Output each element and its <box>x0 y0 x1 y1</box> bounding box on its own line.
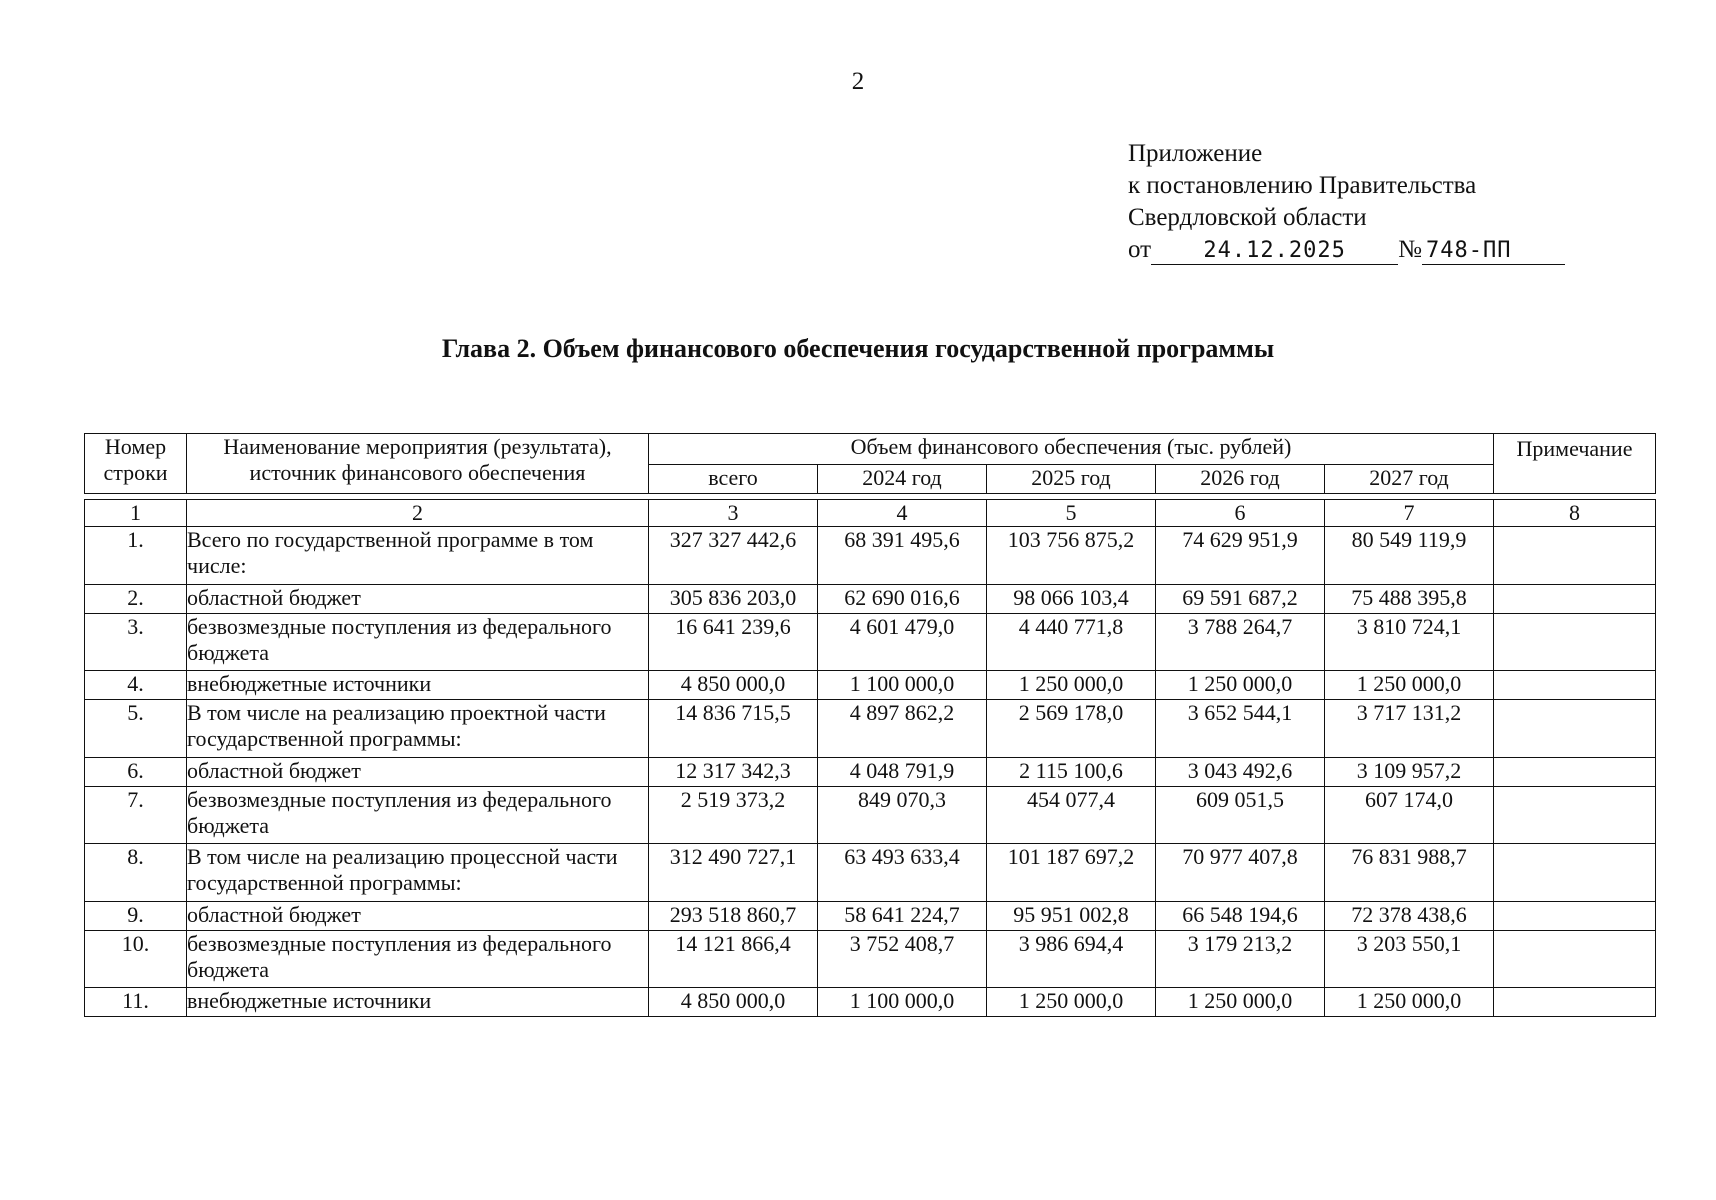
value-2026: 1 250 000,0 <box>1156 671 1325 700</box>
decree-date: 24.12.2025 <box>1151 238 1398 265</box>
value-2026: 3 043 492,6 <box>1156 758 1325 787</box>
table-row <box>85 758 1656 787</box>
value-2024: 58 641 224,7 <box>818 902 987 931</box>
row-number: 9. <box>85 902 187 931</box>
row-name: В том числе на реализацию процессной части государственной программы: <box>187 844 649 902</box>
header-note: Примечание <box>1494 434 1656 494</box>
column-number: 2 <box>187 500 649 527</box>
row-number: 11. <box>85 988 187 1017</box>
value-2024: 4 897 862,2 <box>818 700 987 758</box>
table-row <box>85 614 1656 671</box>
value-2024: 68 391 495,6 <box>818 527 987 585</box>
value-2027: 75 488 395,8 <box>1325 585 1494 614</box>
column-number: 3 <box>649 500 818 527</box>
row-name: областной бюджет <box>187 758 649 787</box>
row-number: 2. <box>85 585 187 614</box>
header-volume: Объем финансового обеспечения (тыс. рублей) <box>649 434 1494 465</box>
row-note <box>1494 931 1656 988</box>
value-total: 293 518 860,7 <box>649 902 818 931</box>
value-total: 305 836 203,0 <box>649 585 818 614</box>
row-name: безвозмездные поступления из федерального бюджета <box>187 614 649 671</box>
value-2027: 3 109 957,2 <box>1325 758 1494 787</box>
row-note <box>1494 671 1656 700</box>
row-number: 1. <box>85 527 187 585</box>
column-number-row <box>85 500 1656 527</box>
value-2025: 101 187 697,2 <box>987 844 1156 902</box>
appendix-block <box>1128 138 1565 266</box>
value-2025: 98 066 103,4 <box>987 585 1156 614</box>
row-number: 8. <box>85 844 187 902</box>
value-2025: 3 986 694,4 <box>987 931 1156 988</box>
value-total: 4 850 000,0 <box>649 671 818 700</box>
table-row <box>85 844 1656 902</box>
column-number: 4 <box>818 500 987 527</box>
value-2024: 3 752 408,7 <box>818 931 987 988</box>
table-row <box>85 700 1656 758</box>
value-2025: 454 077,4 <box>987 787 1156 844</box>
row-number: 6. <box>85 758 187 787</box>
value-2024: 4 601 479,0 <box>818 614 987 671</box>
row-note <box>1494 614 1656 671</box>
header-2024: 2024 год <box>818 465 987 494</box>
value-2027: 72 378 438,6 <box>1325 902 1494 931</box>
header-row-top <box>85 434 1656 465</box>
value-2026: 70 977 407,8 <box>1156 844 1325 902</box>
value-2027: 1 250 000,0 <box>1325 671 1494 700</box>
table-row <box>85 585 1656 614</box>
value-2027: 3 810 724,1 <box>1325 614 1494 671</box>
row-number: 7. <box>85 787 187 844</box>
value-2025: 2 115 100,6 <box>987 758 1156 787</box>
value-2025: 1 250 000,0 <box>987 988 1156 1017</box>
row-number: 5. <box>85 700 187 758</box>
value-total: 4 850 000,0 <box>649 988 818 1017</box>
value-2025: 103 756 875,2 <box>987 527 1156 585</box>
value-2025: 1 250 000,0 <box>987 671 1156 700</box>
row-note <box>1494 527 1656 585</box>
value-2026: 3 652 544,1 <box>1156 700 1325 758</box>
row-name: областной бюджет <box>187 902 649 931</box>
row-note <box>1494 585 1656 614</box>
financing-table <box>84 433 1656 1017</box>
page-number: 2 <box>851 68 865 95</box>
value-2026: 74 629 951,9 <box>1156 527 1325 585</box>
value-2024: 849 070,3 <box>818 787 987 844</box>
appendix-date-line <box>1128 234 1565 266</box>
value-2024: 4 048 791,9 <box>818 758 987 787</box>
row-name: безвозмездные поступления из федерального бюджета <box>187 931 649 988</box>
row-name: Всего по государственной программе в том числе: <box>187 527 649 585</box>
header-2027: 2027 год <box>1325 465 1494 494</box>
table-row <box>85 671 1656 700</box>
row-name: областной бюджет <box>187 585 649 614</box>
value-2025: 4 440 771,8 <box>987 614 1156 671</box>
header-total: всего <box>649 465 818 494</box>
row-name: В том числе на реализацию проектной части государственной программы: <box>187 700 649 758</box>
value-2025: 95 951 002,8 <box>987 902 1156 931</box>
row-name: внебюджетные источники <box>187 671 649 700</box>
value-2024: 62 690 016,6 <box>818 585 987 614</box>
value-2027: 1 250 000,0 <box>1325 988 1494 1017</box>
header-name: Наименование мероприятия (результата), источник финансового обеспечения <box>187 434 649 494</box>
value-2024: 63 493 633,4 <box>818 844 987 902</box>
appendix-title: Приложение <box>1128 140 1263 167</box>
header-2026: 2026 год <box>1156 465 1325 494</box>
column-number: 1 <box>85 500 187 527</box>
value-2024: 1 100 000,0 <box>818 671 987 700</box>
table-row <box>85 787 1656 844</box>
value-2027: 607 174,0 <box>1325 787 1494 844</box>
row-note <box>1494 787 1656 844</box>
value-total: 327 327 442,6 <box>649 527 818 585</box>
row-note <box>1494 988 1656 1017</box>
value-2026: 69 591 687,2 <box>1156 585 1325 614</box>
value-2026: 3 179 213,2 <box>1156 931 1325 988</box>
column-number: 8 <box>1494 500 1656 527</box>
value-2026: 66 548 194,6 <box>1156 902 1325 931</box>
number-label: № <box>1398 236 1422 263</box>
decree-number: 748-ПП <box>1422 238 1565 265</box>
value-total: 16 641 239,6 <box>649 614 818 671</box>
value-2026: 609 051,5 <box>1156 787 1325 844</box>
value-total: 14 836 715,5 <box>649 700 818 758</box>
table-row <box>85 931 1656 988</box>
value-2027: 3 717 131,2 <box>1325 700 1494 758</box>
from-label: от <box>1128 236 1152 263</box>
value-2024: 1 100 000,0 <box>818 988 987 1017</box>
chapter-title: Глава 2. Объем финансового обеспечения государственной программы <box>441 334 1275 363</box>
value-total: 312 490 727,1 <box>649 844 818 902</box>
header-row-number: Номер строки <box>85 434 187 494</box>
value-2027: 80 549 119,9 <box>1325 527 1494 585</box>
value-2027: 3 203 550,1 <box>1325 931 1494 988</box>
row-note <box>1494 844 1656 902</box>
row-number: 10. <box>85 931 187 988</box>
table-row <box>85 988 1656 1017</box>
value-total: 2 519 373,2 <box>649 787 818 844</box>
value-2025: 2 569 178,0 <box>987 700 1156 758</box>
value-total: 12 317 342,3 <box>649 758 818 787</box>
row-note <box>1494 700 1656 758</box>
row-note <box>1494 758 1656 787</box>
row-name: безвозмездные поступления из федерального бюджета <box>187 787 649 844</box>
table-row <box>85 902 1656 931</box>
value-2027: 76 831 988,7 <box>1325 844 1494 902</box>
value-2026: 3 788 264,7 <box>1156 614 1325 671</box>
row-number: 4. <box>85 671 187 700</box>
column-number: 6 <box>1156 500 1325 527</box>
row-name: внебюджетные источники <box>187 988 649 1017</box>
row-number: 3. <box>85 614 187 671</box>
header-2025: 2025 год <box>987 465 1156 494</box>
appendix-line-decree: к постановлению Правительства <box>1128 172 1477 199</box>
column-number: 7 <box>1325 500 1494 527</box>
column-number: 5 <box>987 500 1156 527</box>
value-total: 14 121 866,4 <box>649 931 818 988</box>
value-2026: 1 250 000,0 <box>1156 988 1325 1017</box>
appendix-line-region: Свердловской области <box>1128 204 1367 231</box>
table-row <box>85 527 1656 585</box>
row-note <box>1494 902 1656 931</box>
